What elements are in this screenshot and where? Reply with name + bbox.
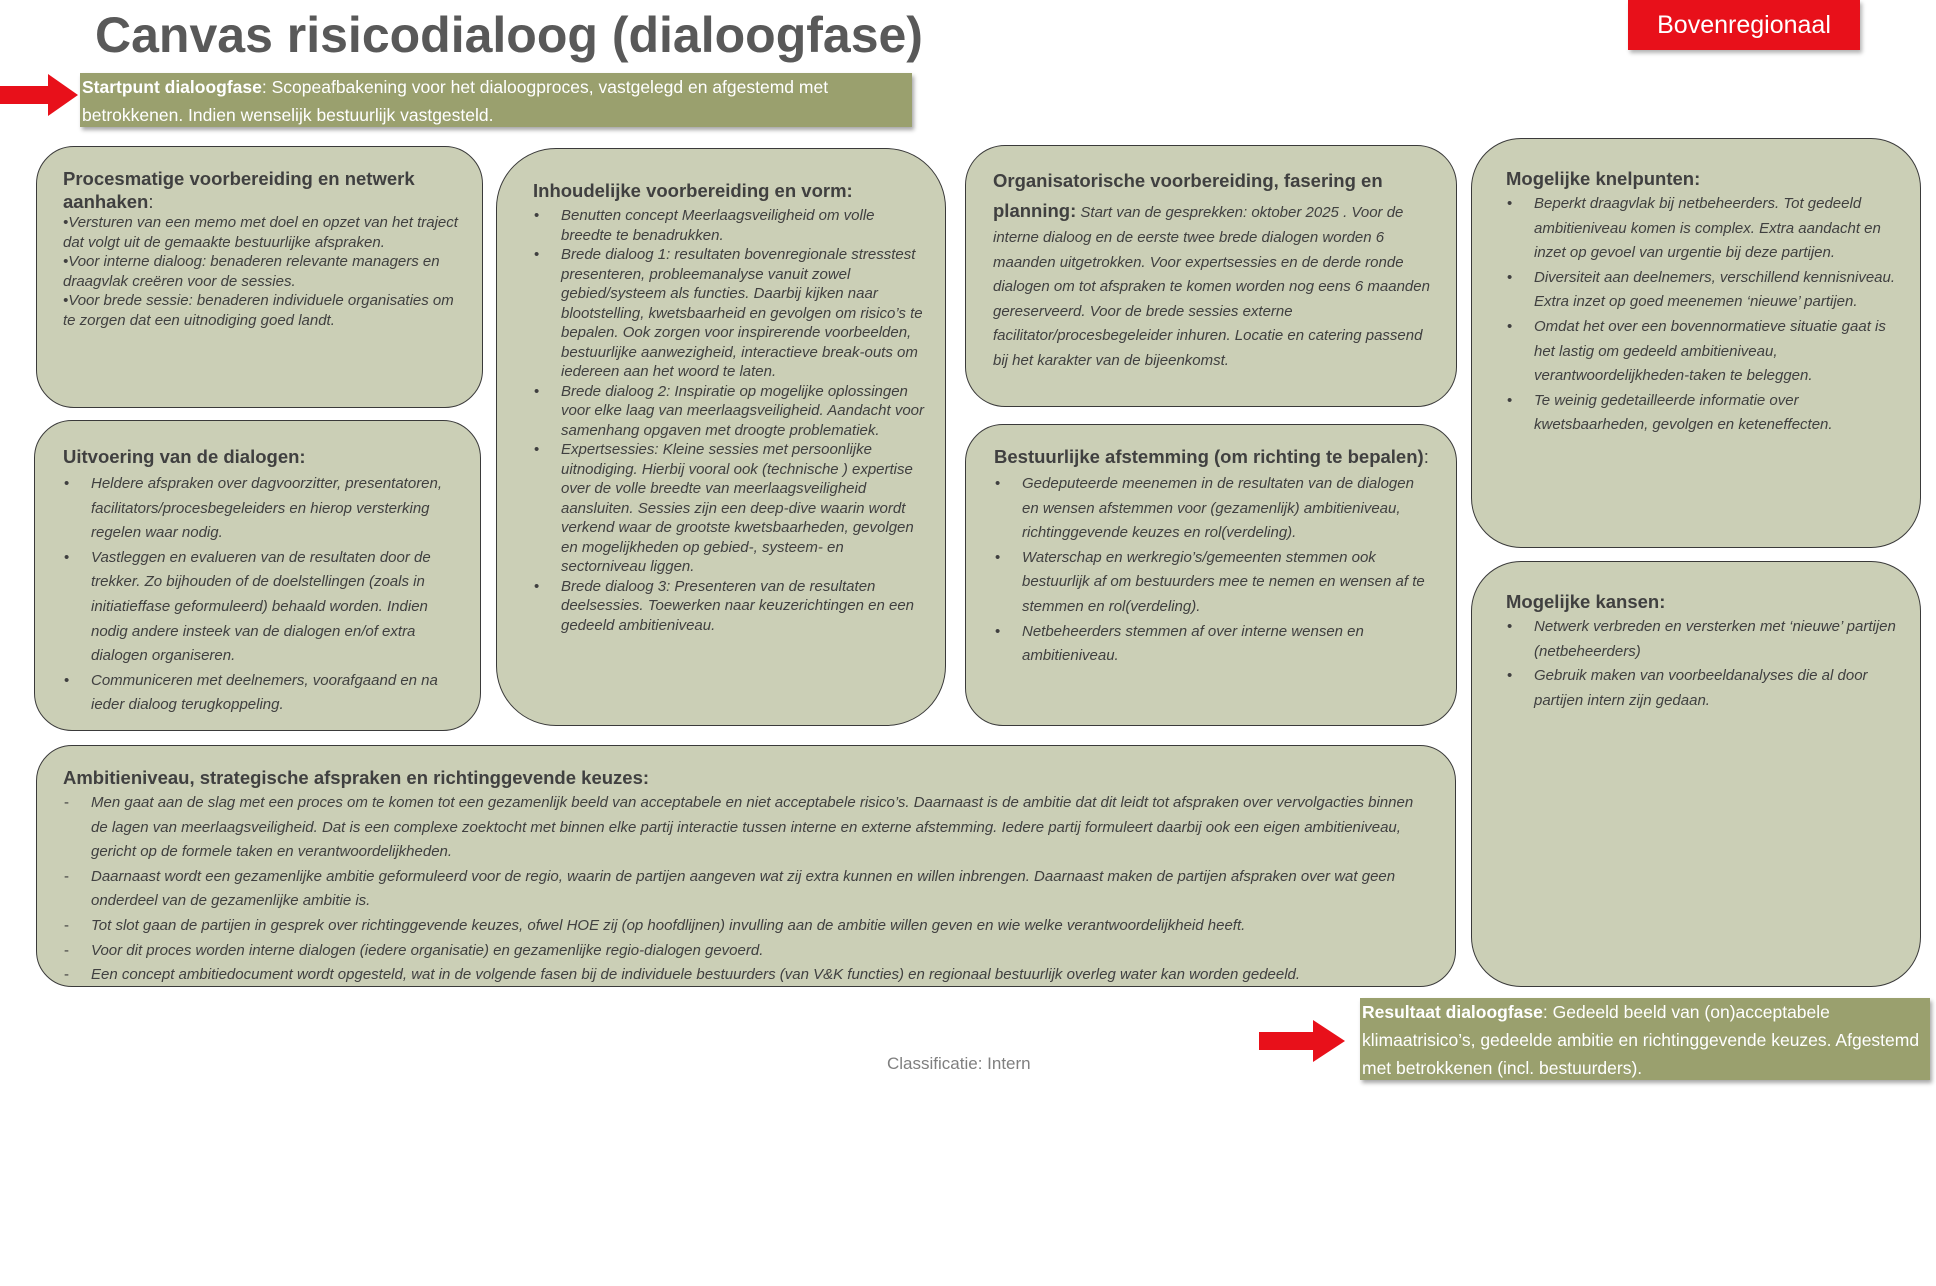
list-item: • Brede dialoog 2: Inspiratie op mogelijke oplossingen voor elke laag van meerlaagsveiligheid. Aandacht voor samenhang opgaven met droogte problematiek.	[533, 382, 927, 441]
card-heading: Ambitieniveau, strategische afspraken en richtinggevende keuzes:	[63, 767, 650, 788]
result-text: : Gedeeld beeld van (on)acceptabele klimaatrisico’s, gedeelde ambitie en richtinggevende keuzes. Afgestemd met betrokkenen (incl. bestuurders).	[1362, 1002, 1920, 1078]
card-mogelijke-knelpunten	[1471, 138, 1921, 548]
list-item: - Men gaat aan de slag met een proces om te komen tot een gezamenlijk beeld van acceptabele en niet acceptabele risico’s. Daarnaast is de ambitie dat dit leidt tot afspraken over vervolgacties binnen de lagen van meerlaagsveiligheid. Dat is een complexe zoektocht met binnen elke partij interactie tussen interne en externe afstemming. Iedere partij formuleert daarbij ook een eigen ambitieniveau, gericht op de formele taken en verantwoordelijkheden.	[63, 791, 1431, 865]
card-bestuurlijke-afstemming	[965, 424, 1457, 726]
list-item: - Tot slot gaan de partijen in gesprek over richtinggevende keuzes, ofwel HOE zij (op hoofdlijnen) invulling aan de ambitie willen geven en wie welke verantwoordelijkheid heeft.	[63, 914, 1431, 939]
arrow-right-icon	[0, 72, 78, 118]
list-item: • Gebruik maken van voorbeeldanalyses die al door partijen intern zijn gedaan.	[1506, 664, 1900, 713]
page-title: Canvas risicodialoog (dialoogfase)	[95, 7, 923, 63]
card-heading: Procesmatige voorbereiding en netwerk aanhaken:	[63, 168, 415, 212]
list-item: • Te weinig gedetailleerde informatie over kwetsbaarheden, gevolgen en keteneffecten.	[1506, 389, 1900, 438]
card-heading: Inhoudelijke voorbereiding en vorm:	[533, 180, 853, 201]
card-procesmatige-voorbereiding	[36, 146, 483, 408]
card-uitvoering-dialogen	[34, 420, 481, 731]
card-line: •Voor interne dialoog: benaderen relevante managers en draagvlak creëren voor de sessies.	[63, 253, 440, 290]
list-item: • Brede dialoog 3: Presenteren van de resultaten deelsessies. Toewerken naar keuzerichtingen en een gedeeld ambitieniveau.	[533, 577, 927, 636]
arrow-right-icon	[1259, 1019, 1345, 1063]
card-mogelijke-kansen	[1471, 561, 1921, 987]
scope-badge: Bovenregionaal	[1628, 0, 1860, 50]
list-item: • Netwerk verbreden en versterken met ‘nieuwe’ partijen (netbeheerders)	[1506, 615, 1900, 664]
card-inhoudelijke-voorbereiding	[496, 148, 946, 726]
list-item: • Gedeputeerde meenemen in de resultaten van de dialogen en wensen afstemmen voor (gezamenlijk) ambitieniveau, richtinggevende keuzes en rol(verdeling).	[994, 472, 1432, 546]
card-organisatorische-voorbereiding	[965, 145, 1457, 407]
list-item: - Een concept ambitiedocument wordt opgesteld, wat in de volgende fasen bij de individuele bestuurders (van V&K functies) en regionaal bestuurlijk overleg water kan worden gedeeld.	[63, 963, 1431, 987]
list-item: • Communiceren met deelnemers, voorafgaand en na ieder dialoog terugkoppeling.	[63, 669, 460, 718]
list-item: - Voor dit proces worden interne dialogen (iedere organisatie) en gezamenlijke regio-dialogen gevoerd.	[63, 939, 1431, 964]
list-item: • Beperkt draagvlak bij netbeheerders. Tot gedeeld ambitieniveau komen is complex. Extra aandacht en inzet op gevoel van urgentie bij deze partijen.	[1506, 192, 1900, 266]
card-text: Start van de gesprekken: oktober 2025 . Voor de interne dialoog en de eerste twee brede dialogen worden 6 maanden uitgetrokken. Voor expertsessies en de derde ronde dialogen om tot afspraken te komen worden nog eens 6 maanden gereserveerd. Voor de brede sessies externe facilitator/procesbegeleider inhuren. Locatie en catering passend bij het karakter van de bijeenkomst.	[993, 204, 1430, 369]
list-item: • Waterschap en werkregio’s/gemeenten stemmen ook bestuurlijk af om bestuurders mee te nemen en wensen af te stemmen en rol(verdeling).	[994, 546, 1432, 620]
list-item: • Vastleggen en evalueren van de resultaten door de trekker. Zo bijhouden of de doelstellingen (zoals in initiatieffase geformuleerd) behaald worden. Indien nodig andere insteek van de dialogen en/of extra dialogen organiseren.	[63, 546, 460, 669]
card-ambitieniveau	[36, 745, 1456, 987]
start-text: : Scopeafbakening voor het dialoogproces, vastgelegd en afgestemd met betrokkenen. Indien wenselijk bestuurlijk vastgesteld.	[82, 77, 829, 125]
start-label: Startpunt dialoogfase	[82, 77, 262, 97]
list-item: • Expertsessies: Kleine sessies met persoonlijke uitnodiging. Hierbij vooral ook (technische ) expertise over de volle breedte van meerlaagsveiligheid aansluiten. Sessies zijn een deep-dive waarin wordt verkend waar de grootste kwetsbaarheden, gevolgen en mogelijkheden op gebied-, systeem- en sectorniveau liggen.	[533, 440, 927, 577]
classification-label: Classificatie: Intern	[887, 1054, 1031, 1073]
card-heading: Organisatorische voorbereiding, fasering en planning:	[993, 170, 1383, 221]
list-item: • Heldere afspraken over dagvoorzitter, presentatoren, facilitators/procesbegeleiders en hierop versterking regelen waar nodig.	[63, 472, 460, 546]
card-heading: Mogelijke kansen:	[1506, 591, 1666, 612]
card-heading: Uitvoering van de dialogen:	[63, 446, 306, 467]
card-heading: Bestuurlijke afstemming (om richting te bepalen):	[994, 446, 1429, 467]
list-item: • Benutten concept Meerlaagsveiligheid om volle breedte te benadrukken.	[533, 206, 927, 245]
card-line: •Versturen van een memo met doel en opzet van het traject dat volgt uit de gemaakte bestuurlijke afspraken.	[63, 214, 458, 251]
card-body	[993, 166, 1432, 374]
card-heading: Mogelijke knelpunten:	[1506, 168, 1701, 189]
list-item: • Brede dialoog 1: resultaten bovenregionale stresstest presenteren, probleemanalyse vanuit zowel gebied/systeem als functies. Daarbij kijken naar blootstelling, kwetsbaarheid en gevolgen om risico’s te bepalen. Ook zorgen voor inspirerende voorbeelden, bestuurlijke aanwezigheid, interactieve break-outs om iedereen aan het woord te laten.	[533, 245, 927, 382]
result-label: Resultaat dialoogfase	[1362, 1002, 1543, 1022]
list-item: • Omdat het over een bovennormatieve situatie gaat is het lastig om gedeeld ambitieniveau, verantwoordelijkheden-taken te beleggen.	[1506, 315, 1900, 389]
list-item: • Diversiteit aan deelnemers, verschillend kennisniveau. Extra inzet op goed meenemen ‘nieuwe’ partijen.	[1506, 266, 1900, 315]
result-banner	[1360, 998, 1930, 1080]
list-item: • Netbeheerders stemmen af over interne wensen en ambitieniveau.	[994, 620, 1432, 669]
start-banner	[80, 73, 912, 127]
card-line: •Voor brede sessie: benaderen individuele organisaties om te zorgen dat een uitnodiging goed landt.	[63, 292, 454, 329]
list-item: - Daarnaast wordt een gezamenlijke ambitie geformuleerd voor de regio, waarin de partijen aangeven wat zij extra kunnen en willen inbrengen. Daarnaast maken de partijen afspraken over wat geen onderdeel van de gezamenlijke ambitie is.	[63, 865, 1431, 914]
